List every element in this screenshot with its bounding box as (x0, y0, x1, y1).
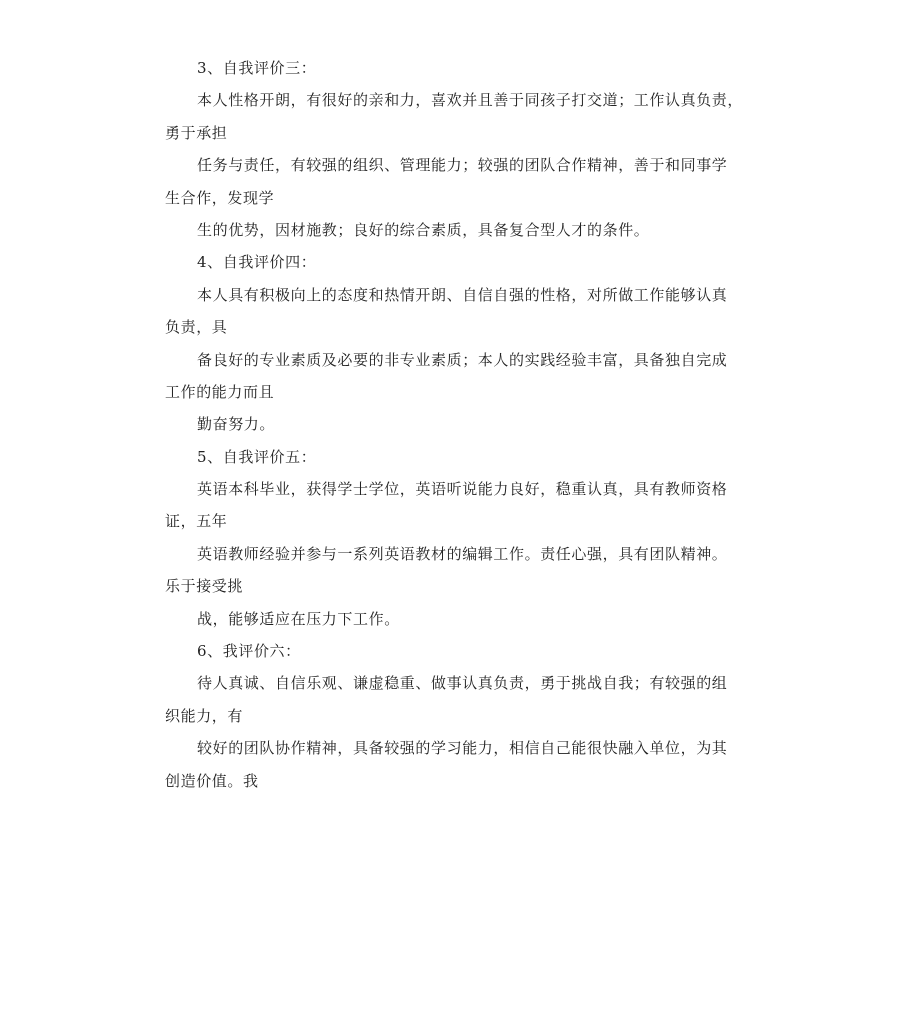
paragraph-line: 证，五年 (165, 512, 228, 531)
paragraph-line: 勇于承担 (165, 123, 228, 142)
section-heading: 6、我评价六： (197, 642, 301, 661)
paragraph-line: 勤奋努力。 (197, 415, 276, 434)
section-heading: 5、自我评价五： (197, 447, 317, 466)
paragraph-line: 英语教师经验并参与一系列英语教材的编辑工作。责任心强，具有团队精神。 (197, 544, 728, 563)
paragraph-line: 本人性格开朗，有很好的亲和力，喜欢并且善于同孩子打交道；工作认真负责， (197, 91, 744, 110)
paragraph-line: 工作的能力而且 (165, 382, 275, 401)
paragraph-line: 备良好的专业素质及必要的非专业素质；本人的实践经验丰富，具备独自完成 (197, 350, 728, 369)
paragraph-line: 乐于接受挑 (165, 577, 244, 596)
section-heading: 3、自我评价三： (197, 59, 317, 77)
document-body (165, 52, 760, 797)
paragraph-line: 任务与责任，有较强的组织、管理能力；较强的团队合作精神，善于和同事学 (197, 156, 728, 175)
paragraph-line: 英语本科毕业，获得学士学位，英语听说能力良好，稳重认真，具有教师资格 (197, 480, 728, 499)
paragraph-line: 较好的团队协作精神，具备较强的学习能力，相信自己能很快融入单位，为其 (197, 739, 728, 758)
paragraph-line: 本人具有积极向上的态度和热情开朗、自信自强的性格，对所做工作能够认真 (197, 285, 728, 304)
paragraph-line: 创造价值。我 (165, 771, 259, 790)
paragraph-line: 生合作，发现学 (165, 188, 275, 207)
paragraph-line: 织能力，有 (165, 706, 244, 725)
section-heading: 4、自我评价四： (197, 253, 317, 272)
paragraph-line: 战，能够适应在压力下工作。 (197, 609, 400, 628)
paragraph-line: 负责，具 (165, 318, 228, 337)
paragraph-line: 生的优势，因材施教；良好的综合素质，具备复合型人才的条件。 (197, 220, 650, 239)
paragraph-line: 待人真诚、自信乐观、谦虚稳重、做事认真负责，勇于挑战自我；有较强的组 (197, 674, 728, 693)
